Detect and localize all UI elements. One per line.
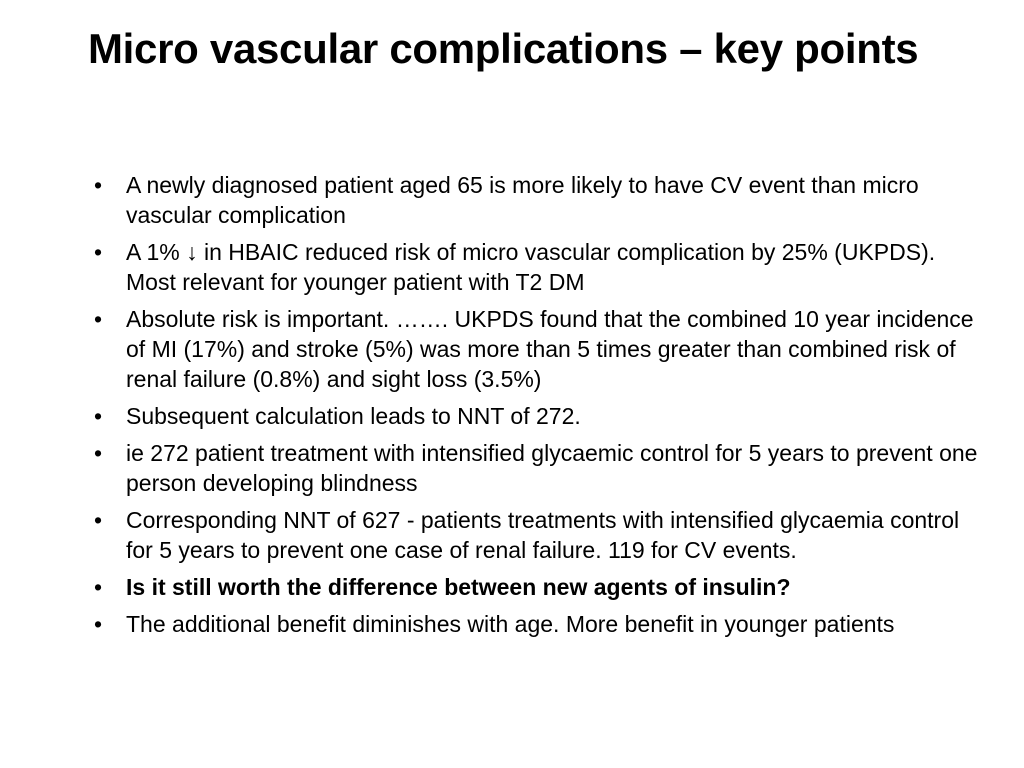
bullet-text: The additional benefit diminishes with age. More benefit in younger patients bbox=[126, 611, 895, 637]
bullet-item bbox=[88, 505, 980, 565]
bullet-text: Corresponding NNT of 627 - patients treatments with intensified glycaemia control for 5 years to prevent one case of renal failure. 119 for CV events. bbox=[126, 507, 960, 563]
bullet-text: A newly diagnosed patient aged 65 is more likely to have CV event than micro vascular complication bbox=[126, 172, 919, 228]
bullet-marker: • bbox=[93, 403, 103, 429]
bullet-list bbox=[88, 170, 980, 646]
bullet-text: Subsequent calculation leads to NNT of 272. bbox=[126, 403, 581, 429]
bullet-text: A 1% ↓ in HBAIC reduced risk of micro vascular complication by 25% (UKPDS). Most relevant for younger patient with T2 DM bbox=[126, 239, 936, 295]
bullet-item bbox=[88, 609, 980, 639]
slide-title: Micro vascular complications – key points bbox=[88, 25, 919, 72]
bullet-item bbox=[88, 401, 980, 431]
bullet-marker: • bbox=[93, 172, 103, 198]
bullet-text: Absolute risk is important. ……. UKPDS found that the combined 10 year incidence of MI (17%) and stroke (5%) was more than 5 times greater than combined risk of renal failure (0.8%) and sight loss (3.5%) bbox=[126, 306, 974, 392]
bullet-item bbox=[88, 170, 980, 230]
bullet-text: Is it still worth the difference between new agents of insulin? bbox=[126, 574, 791, 600]
bullet-text: ie 272 patient treatment with intensified glycaemic control for 5 years to prevent one person developing blindness bbox=[126, 440, 978, 496]
bullet-item bbox=[88, 438, 980, 498]
bullet-marker: • bbox=[93, 440, 103, 466]
bullet-marker: • bbox=[93, 507, 103, 533]
bullet-marker: • bbox=[93, 306, 103, 332]
bullet-item bbox=[88, 304, 980, 394]
bullet-marker: • bbox=[93, 611, 103, 637]
bullet-marker: • bbox=[93, 574, 103, 600]
bullet-item-bold-question bbox=[88, 572, 980, 602]
bullet-marker: • bbox=[93, 239, 103, 265]
bullet-item bbox=[88, 237, 980, 297]
